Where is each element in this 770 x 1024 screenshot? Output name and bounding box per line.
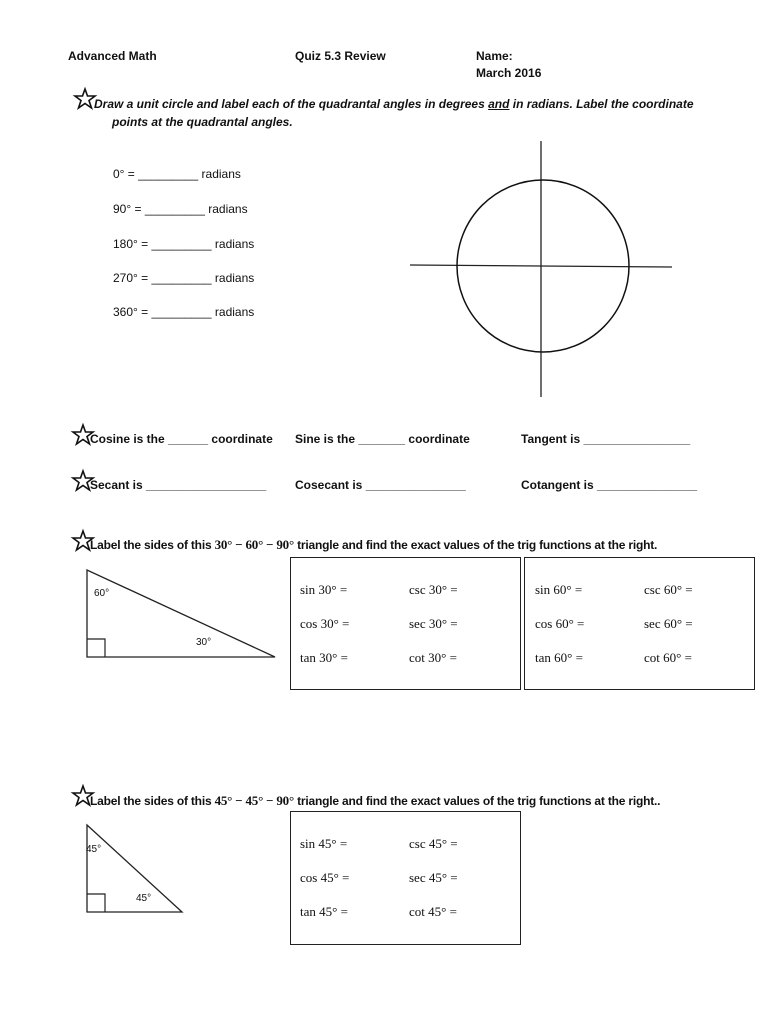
tan-60: tan 60° = <box>535 650 583 665</box>
name-label: Name: <box>476 49 513 63</box>
conversion-180: 180° = _________ radians <box>113 237 255 251</box>
q4-prompt: Label the sides of this 30° − 60° − 90° triangle and find the exact values of the trig functions at the right. <box>90 537 658 552</box>
course-title: Advanced Math <box>68 49 157 63</box>
conversion-90: 90° = _________ radians <box>113 202 248 216</box>
angle-45-bottom-label: 45° <box>136 893 152 904</box>
q1-prompt-line2: points at the quadrantal angles. <box>112 115 293 129</box>
tan-45: tan 45° = <box>300 904 348 919</box>
star-icon <box>74 88 96 110</box>
cot-30: cot 30° = <box>409 650 457 665</box>
angle-60-label: 60° <box>94 588 110 599</box>
cos-30: cos 30° = <box>300 616 350 631</box>
q5-prompt: Label the sides of this 45° − 45° − 90° triangle and find the exact values of the trig functions at the right.. <box>90 793 661 808</box>
tan-30: tan 30° = <box>300 650 348 665</box>
angle-45-top-label: 45° <box>86 844 102 855</box>
sin-60: sin 60° = <box>535 582 583 597</box>
right-angle-mark <box>87 894 105 912</box>
sec-30: sec 30° = <box>409 616 458 631</box>
conversion-0: 0° = _________ radians <box>113 167 241 181</box>
q1-prompt-line1: Draw a unit circle and label each of the quadrantal angles in degrees and in radians. Label the coordinate <box>94 97 694 111</box>
cos-45: cos 45° = <box>300 870 350 885</box>
sec-45: sec 45° = <box>409 870 458 885</box>
cosine-blank: Cosine is the ______ coordinate <box>90 432 273 446</box>
trig-box-30 <box>290 557 521 690</box>
tangent-blank: Tangent is ________________ <box>521 432 691 446</box>
cot-45: cot 45° = <box>409 904 457 919</box>
secant-blank: Secant is __________________ <box>90 478 267 492</box>
conversion-270: 270° = _________ radians <box>113 271 255 285</box>
cotangent-blank: Cotangent is _______________ <box>521 478 698 492</box>
cos-60: cos 60° = <box>535 616 585 631</box>
angle-30-label: 30° <box>196 637 212 648</box>
sec-60: sec 60° = <box>644 616 693 631</box>
csc-30: csc 30° = <box>409 582 458 597</box>
quiz-title: Quiz 5.3 Review <box>295 49 386 63</box>
right-angle-mark <box>87 639 105 657</box>
sine-blank: Sine is the _______ coordinate <box>295 432 470 446</box>
date: March 2016 <box>476 66 542 80</box>
triangle-30-60-90 <box>80 565 280 665</box>
csc-60: csc 60° = <box>644 582 693 597</box>
sin-45: sin 45° = <box>300 836 348 851</box>
csc-45: csc 45° = <box>409 836 458 851</box>
conversion-360: 360° = _________ radians <box>113 305 255 319</box>
unit-circle-diagram <box>400 135 680 400</box>
cot-60: cot 60° = <box>644 650 692 665</box>
trig-box-60 <box>524 557 755 690</box>
cosecant-blank: Cosecant is _______________ <box>295 478 466 492</box>
trig-box-45 <box>290 811 521 945</box>
sin-30: sin 30° = <box>300 582 348 597</box>
triangle-45-45-90 <box>80 820 190 920</box>
